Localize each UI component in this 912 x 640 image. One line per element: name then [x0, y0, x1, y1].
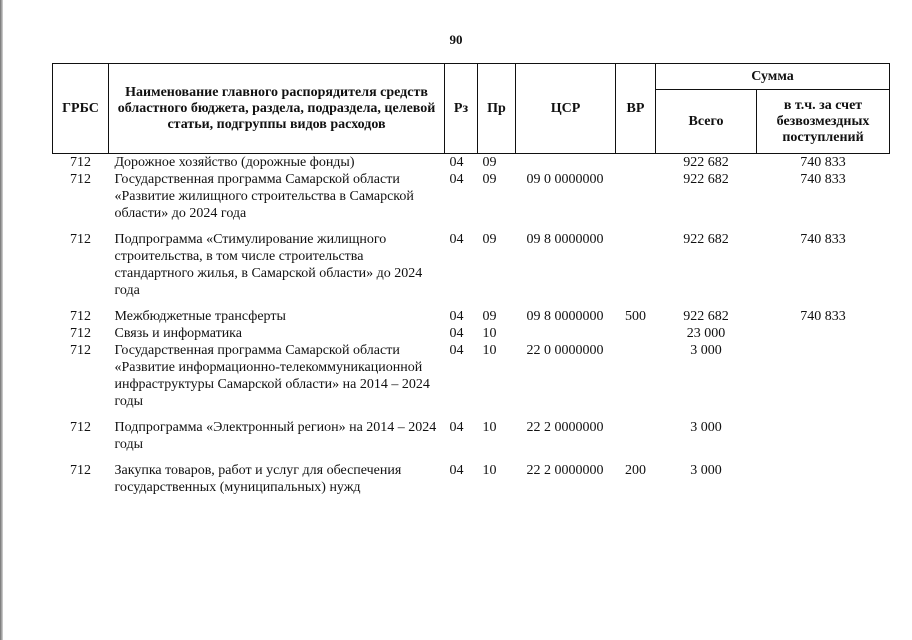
cell-csr: 09 0 0000000	[526, 172, 604, 187]
header-sum: Сумма	[656, 64, 890, 90]
cell-grbs: 712	[70, 420, 91, 435]
cell-csr: 22 2 0000000	[526, 420, 604, 435]
cell-incl	[757, 342, 890, 419]
table-row	[53, 325, 890, 342]
cell-grbs: 712	[70, 463, 91, 478]
cell-total: 922 682	[683, 309, 729, 324]
header-name: Наименование главного распорядителя средств областного бюджета, раздела, подраздела, целевой статьи, подгруппы видов расходов	[109, 64, 445, 154]
cell-total: 3 000	[690, 463, 722, 478]
table-row	[53, 154, 890, 172]
cell-pr: 10	[482, 463, 497, 478]
table-body	[53, 154, 890, 497]
cell-vr: 500	[625, 309, 646, 324]
table-row	[53, 342, 890, 419]
scan-edge	[0, 0, 3, 640]
table-row	[53, 419, 890, 462]
table-row	[53, 231, 890, 308]
cell-name: Подпрограмма «Стимулирование жилищного строительства, в том числе строительства стандартного жилья, в Самарской области» до 2024 года	[114, 232, 423, 298]
cell-pr: 09	[482, 309, 497, 324]
cell-incl: 740 833	[800, 172, 846, 187]
cell-total: 922 682	[683, 172, 729, 187]
cell-grbs: 712	[70, 172, 91, 187]
cell-pr: 10	[482, 326, 497, 341]
cell-vr	[616, 325, 656, 342]
cell-grbs: 712	[53, 154, 109, 172]
cell-vr	[616, 231, 656, 308]
cell-rz: 04	[449, 463, 464, 478]
cell-csr: 09 8 0000000	[526, 232, 604, 247]
cell-total: 3 000	[690, 343, 722, 358]
cell-incl: 740 833	[757, 154, 890, 172]
cell-vr	[616, 154, 656, 172]
cell-name: Государственная программа Самарской области «Развитие жилищного строительства в Самарской области» до 2024 года	[114, 172, 414, 221]
cell-vr	[616, 342, 656, 419]
header-total: Всего	[656, 90, 757, 154]
cell-incl	[757, 462, 890, 496]
cell-rz: 04	[449, 343, 464, 358]
cell-grbs: 712	[70, 309, 91, 324]
cell-pr: 09	[478, 154, 516, 172]
cell-name: Государственная программа Самарской области «Развитие информационно-телекоммуникационной инфраструктуры Самарской области» на 2014 – 2024 годы	[114, 343, 430, 409]
header-vr: ВР	[616, 64, 656, 154]
cell-rz: 04	[449, 309, 464, 324]
cell-name: Подпрограмма «Электронный регион» на 2014 – 2024 годы	[114, 420, 437, 452]
page-number: 90	[449, 32, 463, 47]
cell-rz: 04	[445, 154, 478, 172]
cell-total: 922 682	[656, 154, 757, 172]
cell-name: Связь и информатика	[114, 326, 242, 341]
cell-csr: 09 8 0000000	[526, 309, 604, 324]
cell-grbs: 712	[70, 232, 91, 247]
table-row	[53, 308, 890, 325]
cell-vr	[616, 419, 656, 462]
cell-rz: 04	[449, 172, 464, 187]
cell-rz: 04	[449, 420, 464, 435]
cell-pr: 09	[482, 232, 497, 247]
cell-name: Межбюджетные трансферты	[114, 309, 286, 324]
header-rz: Рз	[445, 64, 478, 154]
cell-csr	[516, 154, 616, 172]
cell-total: 922 682	[683, 232, 729, 247]
cell-incl	[757, 325, 890, 342]
cell-vr: 200	[625, 463, 646, 478]
cell-pr: 10	[482, 343, 497, 358]
cell-incl: 740 833	[800, 309, 846, 324]
cell-name: Закупка товаров, работ и услуг для обеспечения государственных (муниципальных) нужд	[114, 463, 402, 495]
cell-name: Дорожное хозяйство (дорожные фонды)	[109, 154, 445, 172]
table-header	[53, 64, 890, 154]
budget-table	[52, 63, 890, 496]
table-row	[53, 462, 890, 496]
header-grbs: ГРБС	[53, 64, 109, 154]
cell-total: 3 000	[690, 420, 722, 435]
cell-csr: 22 0 0000000	[526, 343, 604, 358]
cell-pr: 10	[482, 420, 497, 435]
cell-grbs: 712	[70, 326, 91, 341]
table-row	[53, 171, 890, 231]
cell-total: 23 000	[686, 326, 726, 341]
cell-csr	[516, 325, 616, 342]
header-incl: в т.ч. за счет безвозмездных поступлений	[757, 90, 890, 154]
cell-grbs: 712	[70, 343, 91, 358]
header-csr: ЦСР	[516, 64, 616, 154]
cell-pr: 09	[482, 172, 497, 187]
cell-rz: 04	[449, 326, 464, 341]
cell-incl: 740 833	[800, 232, 846, 247]
cell-rz: 04	[449, 232, 464, 247]
header-pr: Пр	[478, 64, 516, 154]
cell-csr: 22 2 0000000	[526, 463, 604, 478]
cell-vr	[616, 171, 656, 231]
cell-incl	[757, 419, 890, 462]
